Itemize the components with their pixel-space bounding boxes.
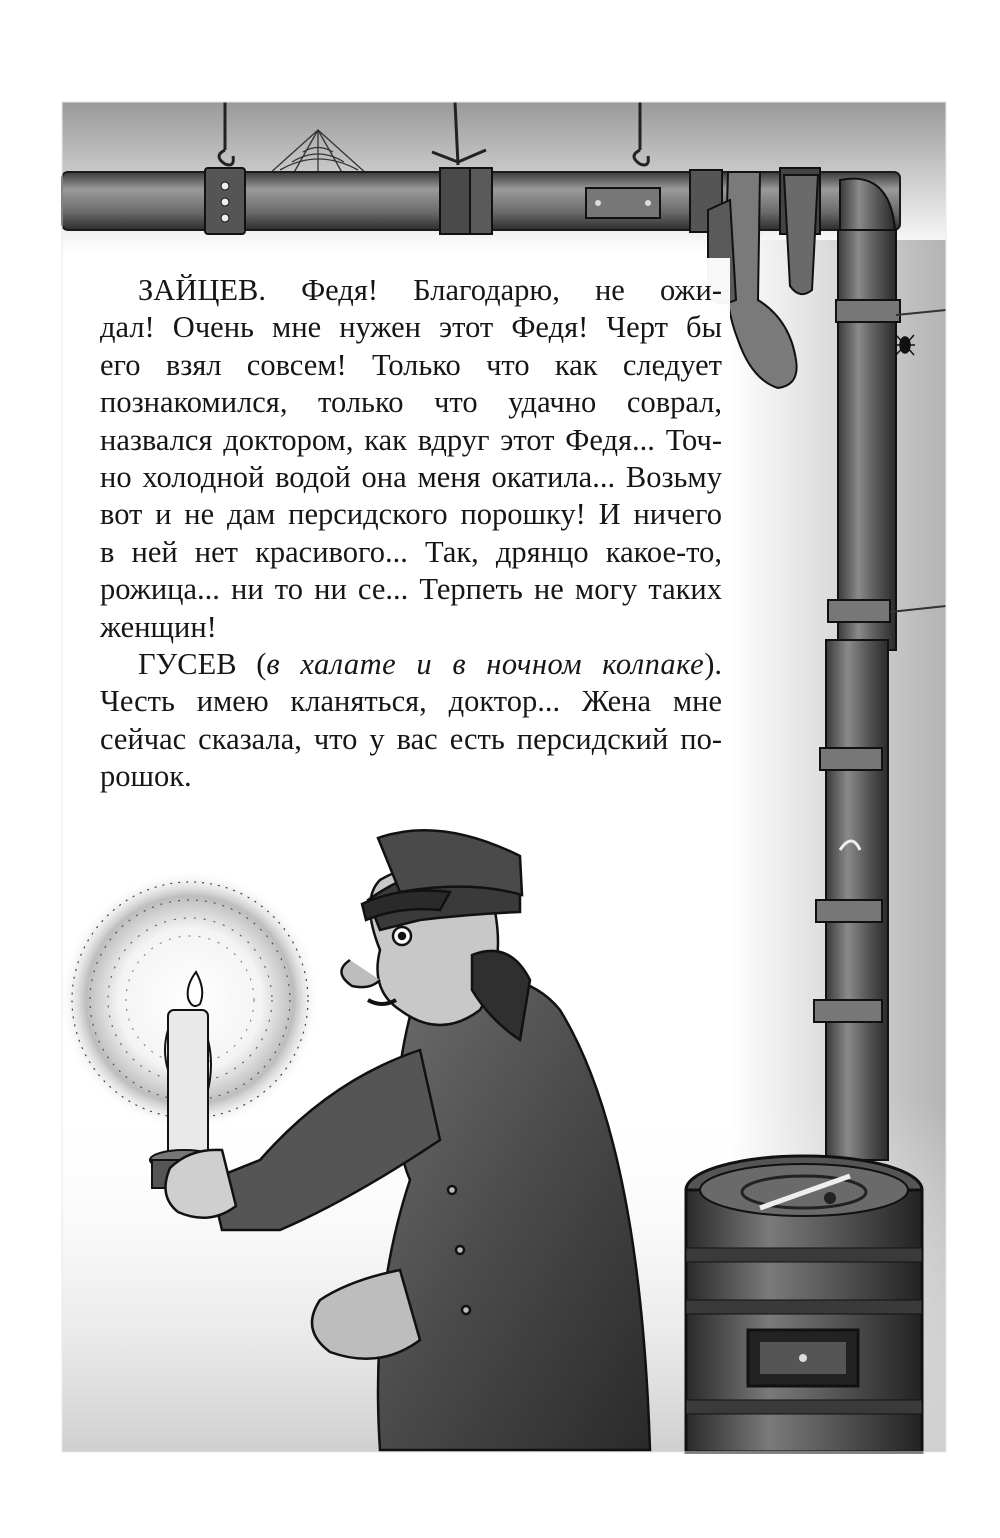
stove — [686, 1156, 922, 1452]
zaitsev-line-3: его взял совсем! Только что как следует — [100, 347, 722, 382]
zaitsev-line-8: в ней нет красивого... Так, дрянцо какое-то, — [100, 534, 722, 569]
dialogue-text — [100, 272, 722, 795]
gusev-stage-direction: в халате и в ночном колпаке — [266, 646, 705, 681]
zaitsev-line-2: дал! Очень мне нужен этот Федя! Черт бы — [100, 310, 722, 345]
zaitsev-line-7: вот и не дам персидского порошку! И ничего — [100, 497, 722, 532]
zaitsev-line-5: назвался доктором, как вдруг этот Федя... Точ- — [100, 422, 722, 457]
spider-icon — [895, 335, 915, 355]
gusev-line-1: Честь имею кланяться, доктор... Жена мне — [100, 684, 722, 719]
gusev-after: ). — [704, 646, 722, 681]
gusev-line-2: сейчас сказала, что у вас есть персидский по- — [100, 721, 722, 756]
zaitsev-line-9: рожица... ни то ни се... Терпеть не могу таких — [100, 572, 722, 607]
zaitsev-line-6: но холодной водой она меня окатила... Возьму — [100, 459, 722, 494]
zaitsev-line-4: познакомился, только что удачно соврал, — [100, 385, 722, 420]
zaitsev-line-1: ЗАЙЦЕВ. Федя! Благодарю, не ожи- — [138, 273, 722, 307]
ceiling-beam — [62, 168, 900, 234]
zaitsev-line-10: женщин! — [100, 609, 217, 644]
gusev-speaker: ГУСЕВ ( — [138, 646, 267, 681]
gusev-speaker-line — [100, 646, 722, 683]
gusev-line-3: рошок. — [100, 759, 192, 794]
